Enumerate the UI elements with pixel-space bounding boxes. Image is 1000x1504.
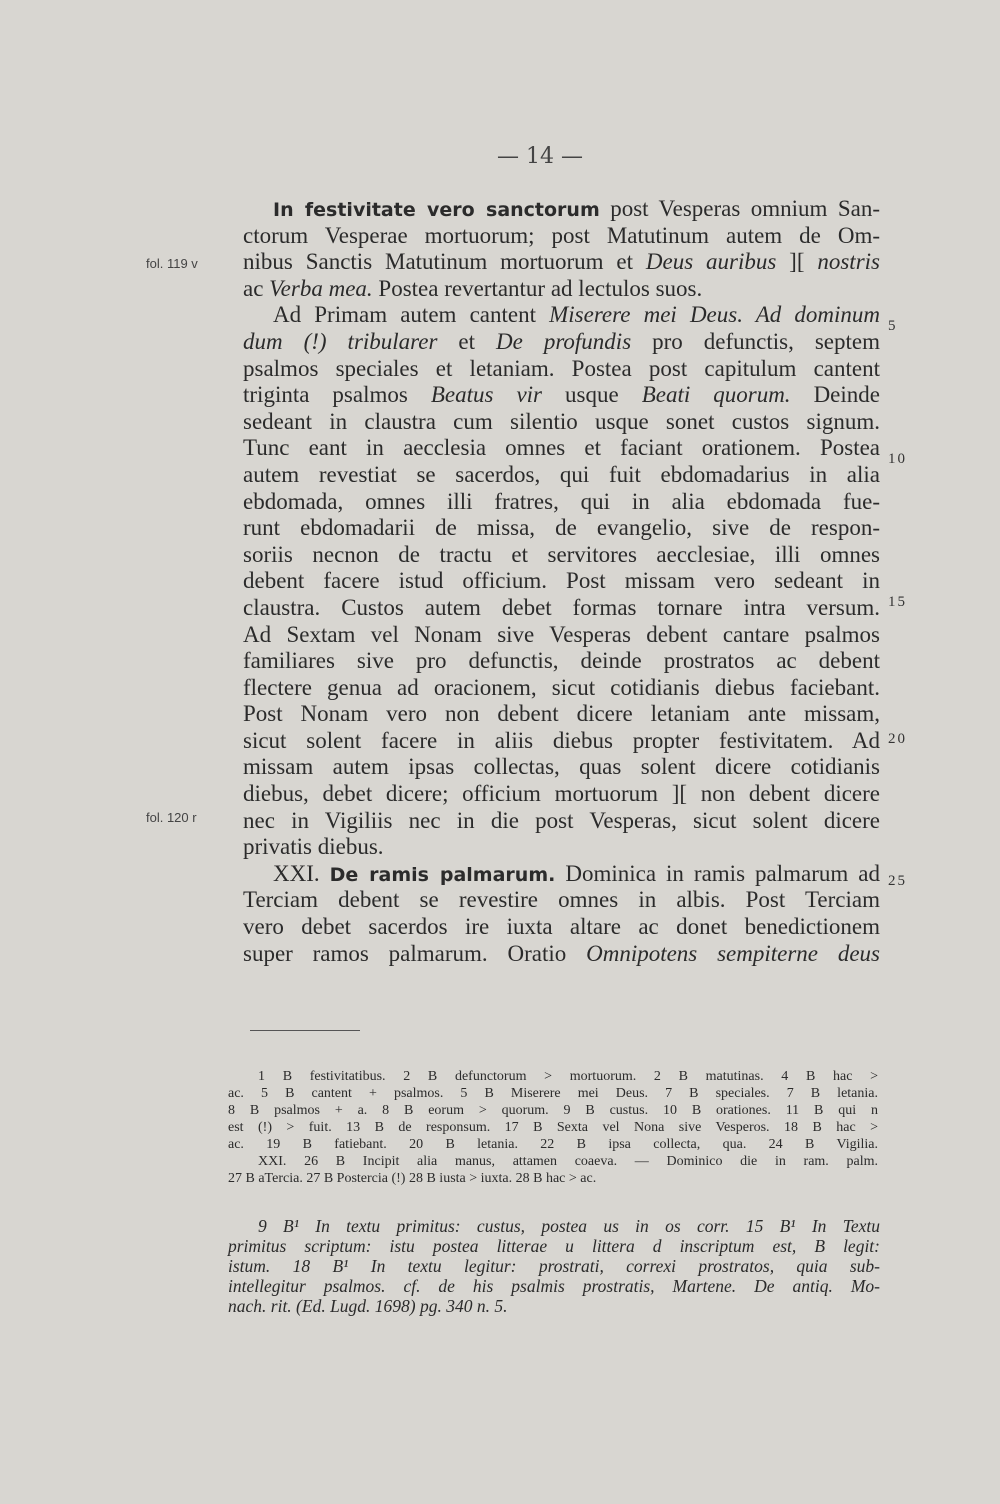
folio-mark: ][ [776, 249, 818, 275]
text-line: ebdomada, omnes illi fratres, qui in alia ebdomada fue- [243, 488, 880, 514]
incipit: Beati quorum. [641, 382, 791, 408]
text-line: runt ebdomadarii de missa, de evangelio, sive de respon- [243, 515, 880, 541]
text-line: flectere genua ad oracionem, sicut cotidianis diebus faciebant. [243, 674, 880, 700]
text-line: Ad Sextam vel Nonam sive Vesperas debent cantare psalmos [243, 621, 880, 647]
footnote-line: 8 B psalmos + a. 8 B eorum > quorum. 9 B custus. 10 B orationes. 11 B qui n [228, 1103, 878, 1118]
incipit: Verba mea. [269, 275, 373, 301]
text-span: triginta psalmos [243, 382, 431, 408]
text-line: debent facere istud officium. Post missam vero sedeant in [243, 568, 880, 594]
line-number-15: 15 [888, 594, 907, 610]
folio-note-119v: fol. 119 v [146, 256, 198, 271]
folio-note-120r: fol. 120 r [146, 810, 197, 825]
text-line: diebus, debet dicere; officium mortuorum ][ non debent dicere [243, 781, 880, 807]
text-span: et [437, 328, 497, 354]
footnote-line: est (!) > fuit. 13 B de responsum. 17 B Sexta vel Nona sive Vesperos. 18 B hac > [228, 1120, 878, 1135]
critical-note-line: intellegitur psalmos. cf. de his psalmis prostratis, Martene. De antiq. Mo- [228, 1276, 880, 1296]
main-text [243, 196, 880, 967]
text-span: usque [542, 382, 642, 408]
incipit: nostris [817, 249, 880, 275]
text-line: missam autem ipsas collectas, quas solent dicere cotidianis [243, 754, 880, 780]
critical-note-line: primitus scriptum: istu postea litterae u littera d inscriptum est, B legit: [228, 1236, 880, 1256]
text-line [243, 196, 880, 223]
footnote-line: 27 B aTercia. 27 B Postercia (!) 28 B iusta > iuxta. 28 B hac > ac. [228, 1171, 597, 1186]
text-line: psalmos speciales et letaniam. Postea post capitulum cantent [243, 355, 880, 381]
text-span: ac [243, 275, 270, 301]
text-line: vero debet sacerdos ire iuxta altare ac donet benedictionem [243, 914, 880, 940]
text-line: privatis diebus. [243, 834, 384, 860]
text-line [243, 861, 880, 888]
incipit: dum (!) tribularer [243, 328, 438, 354]
incipit: Deus auribus [645, 249, 777, 275]
text-line: ctorum Vesperae mortuorum; post Matutinum autem de Om- [243, 222, 880, 248]
text-line: Tunc eant in aecclesia omnes et faciant orationem. Postea [243, 435, 880, 461]
line-number-20: 20 [888, 731, 907, 747]
line-number-10: 10 [888, 451, 907, 467]
text-span: nibus Sanctis Matutinum mortuorum et [243, 249, 646, 275]
text-span: super ramos palmarum. Oratio [243, 940, 587, 966]
line-number-25: 25 [888, 873, 907, 889]
incipit: Miserere mei Deus. Ad dominum [549, 302, 880, 328]
text-line [243, 249, 880, 276]
text-line: claustra. Custos autem debet formas tornare intra versum. [243, 594, 880, 620]
text-line: Post Nonam vero non debent dicere letaniam ante missam, [243, 701, 880, 727]
text-line: Terciam debent se revestire omnes in albis. Post Terciam [243, 887, 880, 913]
variant-footnotes [228, 1068, 878, 1187]
line-number-5: 5 [888, 318, 898, 334]
text-span: Ad Primam autem cantent [273, 302, 550, 328]
chapter-number: XXI. [273, 860, 320, 886]
text-span: Dominica in ramis palmarum ad [555, 860, 880, 886]
text-line [243, 382, 880, 409]
footnote-divider [250, 1030, 360, 1031]
footnote-line: 1 B festivitatibus. 2 B defunctorum > mortuorum. 2 B matutinas. 4 B hac > [258, 1069, 878, 1084]
page-number: — 14 — [497, 144, 583, 169]
section-heading: In festivitate vero sanctorum [273, 199, 600, 221]
text-span: post Vesperas omnium San- [610, 196, 880, 221]
critical-notes [228, 1216, 880, 1316]
text-line [243, 276, 880, 303]
text-span: Deinde [790, 382, 880, 408]
text-line [243, 941, 880, 968]
critical-note-line: 9 B¹ In textu primitus: custus, postea us in os corr. 15 B¹ In Textu [258, 1216, 880, 1236]
text-line [243, 302, 880, 329]
critical-note-line: istum. 18 B¹ In textu legitur: prostrati, correxi prostratos, quia sub- [228, 1256, 880, 1276]
text-line: sedeant in claustra cum silentio usque sonet custos signum. [243, 408, 880, 434]
text-span: Postea revertantur ad lectulos suos. [372, 275, 703, 301]
incipit: Beatus vir [430, 382, 543, 408]
text-line: familiares sive pro defunctis, deinde prostratos ac debent [243, 648, 880, 674]
footnote-line: ac. 5 B cantent + psalmos. 5 B Miserere mei Deus. 7 B speciales. 7 B letania. [228, 1086, 878, 1101]
critical-note-line: nach. rit. (Ed. Lugd. 1698) pg. 340 n. 5. [228, 1296, 508, 1316]
text-line [243, 329, 880, 356]
text-line: sicut solent facere in aliis diebus propter festivitatem. Ad [243, 727, 880, 753]
text-line: autem revestiat se sacerdos, qui fuit ebdomadarius in alia [243, 461, 880, 487]
text-line: nec in Vigiliis nec in die post Vesperas, sicut solent dicere [243, 807, 880, 833]
chapter-heading: De ramis palmarum. [329, 863, 556, 886]
incipit: Omnipotens sempiterne deus [586, 940, 880, 966]
footnote-line: ac. 19 B fatiebant. 20 B letania. 22 B ipsa collecta, qua. 24 B Vigilia. [228, 1137, 878, 1152]
incipit: De profundis [496, 328, 632, 354]
text-span: pro defunctis, septem [631, 328, 880, 354]
text-line: soriis necnon de tractu et servitores aecclesiae, illi omnes [243, 541, 880, 567]
footnote-line: XXI. 26 B Incipit alia manus, attamen coaeva. — Dominico die in ram. palm. [258, 1154, 878, 1169]
